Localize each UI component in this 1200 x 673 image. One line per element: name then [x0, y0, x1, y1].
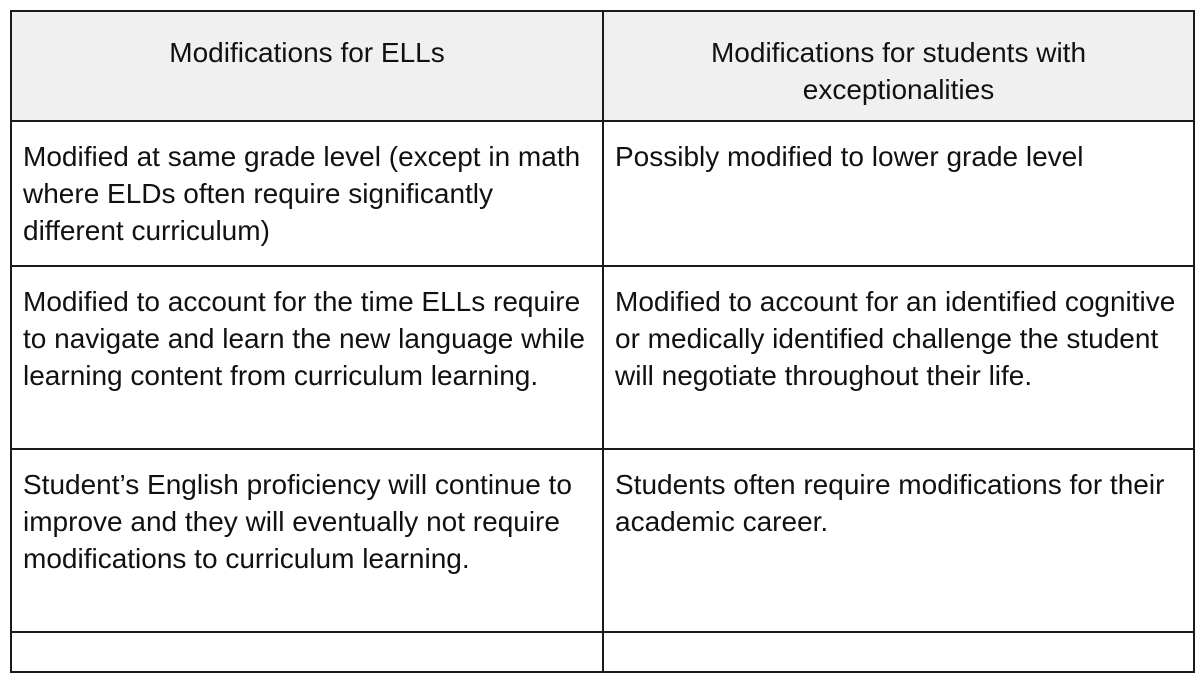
header-ells: Modifications for ELLs [11, 11, 603, 121]
cell-empty [11, 632, 603, 672]
cell-exceptionalities-duration: Students often require modifications for their academic career. [603, 449, 1194, 632]
comparison-table [10, 10, 1195, 673]
table-row [11, 121, 1194, 266]
comparison-table-container [10, 10, 1193, 673]
table-row [11, 266, 1194, 449]
table-row [11, 449, 1194, 632]
cell-ells-reason: Modified to account for the time ELLs require to navigate and learn the new language while learning content from curriculum learning. [11, 266, 603, 449]
header-exceptionalities: Modifications for students with exceptionalities [603, 11, 1194, 121]
cell-empty [603, 632, 1194, 672]
cell-exceptionalities-grade-level: Possibly modified to lower grade level [603, 121, 1194, 266]
cell-ells-grade-level: Modified at same grade level (except in math where ELDs often require significantly different curriculum) [11, 121, 603, 266]
table-row-partial [11, 632, 1194, 672]
table-header-row [11, 11, 1194, 121]
cell-ells-duration: Student’s English proficiency will continue to improve and they will eventually not require modifications to curriculum learning. [11, 449, 603, 632]
cell-exceptionalities-reason: Modified to account for an identified cognitive or medically identified challenge the student will negotiate throughout their life. [603, 266, 1194, 449]
